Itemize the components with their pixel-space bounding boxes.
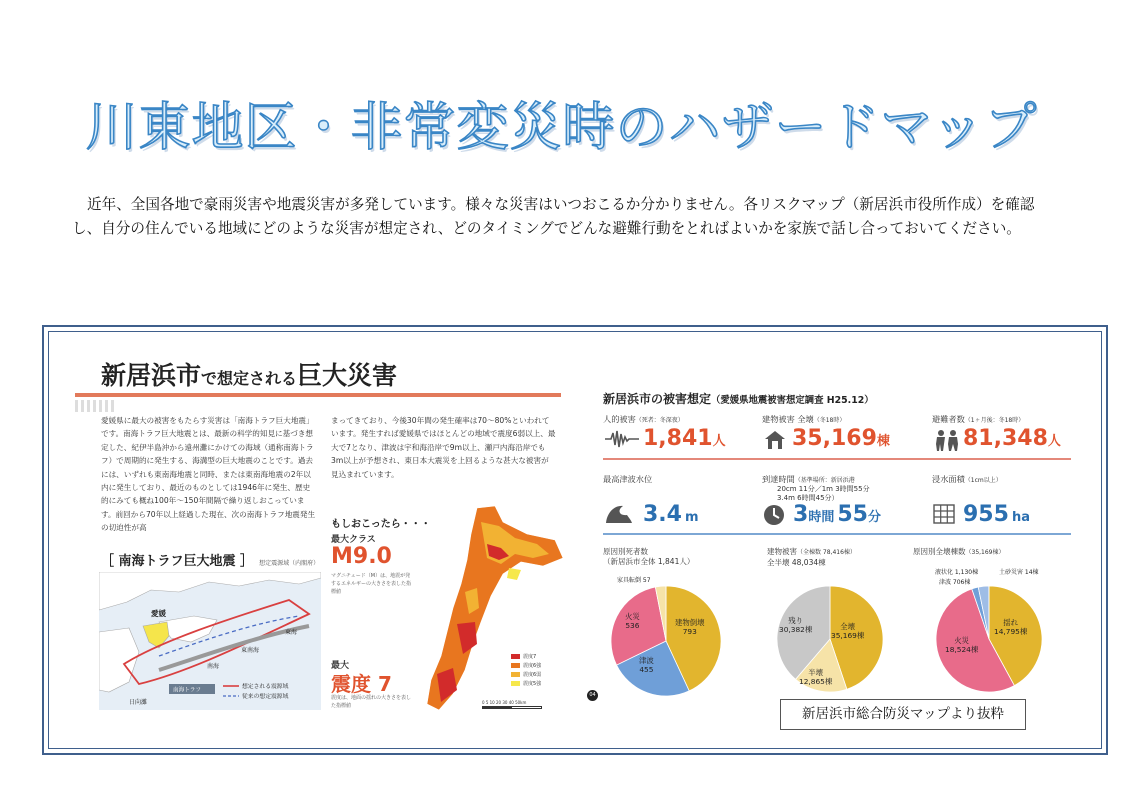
stat-arrival-label xyxy=(762,474,855,485)
pie3-label-tsunami: 津波 706棟 xyxy=(939,579,971,586)
pie2-label-full xyxy=(831,622,864,640)
stat-number: 1,841 xyxy=(643,426,713,451)
heading-city: 新居浜市 xyxy=(101,361,202,390)
slice-value: 536 xyxy=(625,621,640,630)
heading-middle: で想定される xyxy=(201,369,298,388)
heading-decoration xyxy=(75,400,115,412)
nankai-title-text: ［ 南海トラフ巨大地震 ］ xyxy=(101,554,254,569)
stat-label-sub: （1ヶ月後：冬18時） xyxy=(964,417,1025,424)
label-ehime: 愛媛 xyxy=(151,609,166,618)
nankai-title xyxy=(101,550,319,569)
pie1-subtitle: （新居浜市全体 1,841人） xyxy=(603,557,695,566)
slice-name: 津波 xyxy=(639,656,654,665)
pie3-title-small: （35,169棟） xyxy=(965,549,1005,556)
magnitude-note: マグニチュード（M）は、地震が発するエネルギーの大きさを表した指標値 xyxy=(331,573,412,595)
stat-label-text: 最高津波水位 xyxy=(603,474,653,484)
house-icon xyxy=(764,430,786,450)
arrival-note: 20cm 11分／1m 3時間55分 3.4m 6時間45分） xyxy=(777,485,870,502)
stat-number-minutes: 55 xyxy=(837,502,868,527)
legend-shindo7 xyxy=(511,652,541,661)
stat-unit: 人 xyxy=(712,434,726,449)
damage-estimate-title xyxy=(603,390,874,407)
stat-unit: ha xyxy=(1011,510,1030,525)
slice-value: 793 xyxy=(682,627,697,636)
intro-paragraph: 近年、全国各地で豪雨災害や地震災害が多発しています。様々な災害はいつおこるか分かりません。各リスクマップ（新居浜市役所作成）を確認し、自分の住んでいる地域にどのような災害が想定され、どのタイミングでどんな避難行動をとればよいかを家族で話し合っておいてください。 xyxy=(72,196,1035,237)
slice-name: 火災 xyxy=(954,636,970,645)
slice-name: 残り xyxy=(788,616,804,625)
stat-unit-minutes: 分 xyxy=(867,510,881,525)
stat-label-sub: （1cm以上） xyxy=(964,477,1002,484)
stat-number: 3 xyxy=(793,502,809,527)
slice-name: 全壊 xyxy=(840,622,856,631)
lead-text-col1: 愛媛県に最大の被害をもたらす災害は「南海トラフ巨大地震」です。南海トラフ巨大地震とは、最新の科学的知見に基づき想定した、紀伊半島沖から遠州灘にかけての海域（通称南海トラフ）で周期的に発生する、海溝型の巨大地震のことです。過去には、いずれも東南海地震と同時、または東南海地震の2年以内に発生しており、最近のものとしては1946年に発生、歴史的にみても概ね100年〜150年間隔で繰り返しおこっています。前回から70年以上経過した現在、次の南海トラフ地震発生の切迫性が高 xyxy=(101,416,316,533)
stat-casualties-value xyxy=(643,426,726,451)
stat-label-sub: （冬18時） xyxy=(813,417,846,424)
pie2-title-text: 建物被害 xyxy=(767,547,797,556)
pie-deaths-by-cause xyxy=(610,585,722,697)
pie2-label-half xyxy=(799,668,832,686)
disaster-heading xyxy=(101,356,397,392)
magnitude-value: M9.0 xyxy=(331,544,392,569)
stat-label-text: 避難者数 xyxy=(932,414,965,424)
ehime-intensity-map xyxy=(417,504,567,716)
stat-label-text: 人的被害 xyxy=(603,414,636,424)
legend-previous: 従来の想定震源域 xyxy=(242,694,289,700)
scale-label: 0 5 10 20 30 40 50km xyxy=(482,700,527,705)
stat-label-sub: （基準場所：新居浜港 xyxy=(794,477,855,484)
clock-icon xyxy=(763,504,785,526)
map2-zone-5upper xyxy=(507,568,521,580)
slice-name: 火災 xyxy=(625,612,640,621)
page-title: 川東地区・非常変災時のハザードマップ xyxy=(85,98,1038,158)
shindo-value: 震度 7 xyxy=(331,672,392,696)
stat-tsunami-label xyxy=(603,474,652,485)
people-icon xyxy=(933,429,961,451)
pie3-label-shake xyxy=(994,618,1027,636)
pie3-title xyxy=(913,547,1005,558)
label-trough: 南海トラフ xyxy=(173,687,201,694)
pie3-label-landslide: 土砂災害 14棟 xyxy=(999,569,1039,576)
nankai-source-map xyxy=(99,572,321,710)
stat-flood-label xyxy=(932,474,1002,485)
stat-unit: 人 xyxy=(1047,434,1061,449)
slice-value: 455 xyxy=(639,665,654,674)
pie2-title xyxy=(767,547,856,568)
legend-shindo5upper xyxy=(511,679,541,688)
legend-label: 震度7 xyxy=(523,654,537,660)
legend-swatch xyxy=(511,672,520,677)
pie1-label-furniture: 家具転倒 57 xyxy=(617,577,651,584)
if-happens-label: もしおこったら・・・ xyxy=(331,519,431,530)
heading-disaster: 巨大災害 xyxy=(297,361,398,390)
stat-label-text: 建物被害 全壊 xyxy=(762,414,814,424)
slice-value: 14,795棟 xyxy=(994,627,1028,636)
pie3-title-text: 原因別全壊棟数 xyxy=(913,547,966,556)
seismic-wave-icon xyxy=(605,430,639,448)
damage-estimate-source: （愛媛県地震被害想定調査 H25.12） xyxy=(711,395,874,406)
slice-name: 建物倒壊 xyxy=(675,618,705,627)
label-nankai: 南海 xyxy=(207,663,220,670)
source-note: 新居浜市総合防災マップより抜粋 xyxy=(780,699,1026,730)
legend-shindo6upper xyxy=(511,661,541,670)
pie2-title-small: （全棟数 78,416棟） xyxy=(797,549,856,556)
page-number: 04 xyxy=(587,690,598,701)
stat-number: 3.4 xyxy=(643,502,682,527)
slice-name: 半壊 xyxy=(808,668,824,677)
label-tokai: 東海 xyxy=(285,629,298,636)
pie3-label-liquefaction: 液状化 1,130棟 xyxy=(935,569,979,576)
stat-evacuees-value xyxy=(963,426,1061,451)
stat-unit: 棟 xyxy=(876,434,890,449)
nankai-title-note: 想定震源域（内閣府） xyxy=(259,560,320,567)
stat-number: 955 xyxy=(963,502,1009,527)
pie2-subtitle: 全半壊 48,034棟 xyxy=(767,558,826,567)
stat-buildings-label xyxy=(762,414,845,425)
slice-value: 35,169棟 xyxy=(831,631,865,640)
damage-estimate-title-text: 新居浜市の被害想定 xyxy=(603,392,712,406)
pie2-label-rest xyxy=(779,616,812,634)
max-class-label: 最大クラス xyxy=(331,535,376,545)
stat-tsunami-value xyxy=(643,502,699,527)
legend-assumed: 想定される震源域 xyxy=(242,684,289,690)
stat-label-text: 浸水面積 xyxy=(932,474,965,484)
hazard-map-excerpt xyxy=(48,331,1102,749)
legend-label: 震度6強 xyxy=(523,663,542,669)
pie1-label-collapse xyxy=(675,618,705,636)
legend-label: 震度5強 xyxy=(523,681,542,687)
slice-value: 12,865棟 xyxy=(799,677,833,686)
wave-icon xyxy=(605,502,633,524)
stat-casualties-label xyxy=(603,414,684,425)
legend-label: 震度6弱 xyxy=(523,672,542,678)
slice-value: 18,524棟 xyxy=(945,645,979,654)
intensity-legend xyxy=(511,652,541,688)
stat-label-text: 到達時間 xyxy=(762,474,795,484)
legend-shindo6lower xyxy=(511,670,541,679)
stat-unit: 時間 xyxy=(808,510,835,525)
row2-separator xyxy=(603,533,1071,535)
pie3-label-fire xyxy=(945,636,978,654)
stat-buildings-value xyxy=(792,426,890,451)
stat-number: 35,169 xyxy=(792,426,877,451)
map-scale xyxy=(482,700,542,712)
pie1-title xyxy=(603,547,694,567)
scale-bar xyxy=(482,706,542,709)
grid-icon xyxy=(933,504,955,524)
stat-label-sub: （死者：冬深夜） xyxy=(635,417,684,424)
pie1-label-fire xyxy=(625,612,640,630)
lead-text-col2: まってきており、今後30年間の発生確率は70〜80%といわれています。発生すれば愛媛県ではほとんどの地域で震度6弱以上、最大で7となり、津波は宇和海沿岸で9m以上、瀬戸内海沿岸でも3m以上が予想され、東日本大震災を上回るような甚大な被害が見込まれています。 xyxy=(331,416,556,479)
legend-swatch xyxy=(511,663,520,668)
legend-swatch xyxy=(511,681,520,686)
stat-number: 81,348 xyxy=(963,426,1048,451)
legend-swatch xyxy=(511,654,520,659)
slice-value: 30,382棟 xyxy=(779,625,813,634)
hazard-map-frame xyxy=(42,325,1108,755)
pie1-title-text: 原因別死者数 xyxy=(603,547,648,556)
shindo-note: 震度は、地面の揺れの大きさを表した指標値 xyxy=(331,695,412,709)
max-label: 最大 xyxy=(331,661,350,671)
pie1-label-tsunami xyxy=(639,656,654,674)
row1-separator xyxy=(603,458,1071,460)
stat-unit: m xyxy=(684,510,699,525)
stat-evacuees-label xyxy=(932,414,1024,425)
label-tonankai: 東南海 xyxy=(241,647,260,654)
slice-name: 揺れ xyxy=(1003,618,1019,627)
label-hyuganada: 日向灘 xyxy=(129,699,148,706)
heading-underline xyxy=(75,393,561,397)
stat-flood-value xyxy=(963,502,1030,527)
stat-arrival-value xyxy=(793,502,881,527)
